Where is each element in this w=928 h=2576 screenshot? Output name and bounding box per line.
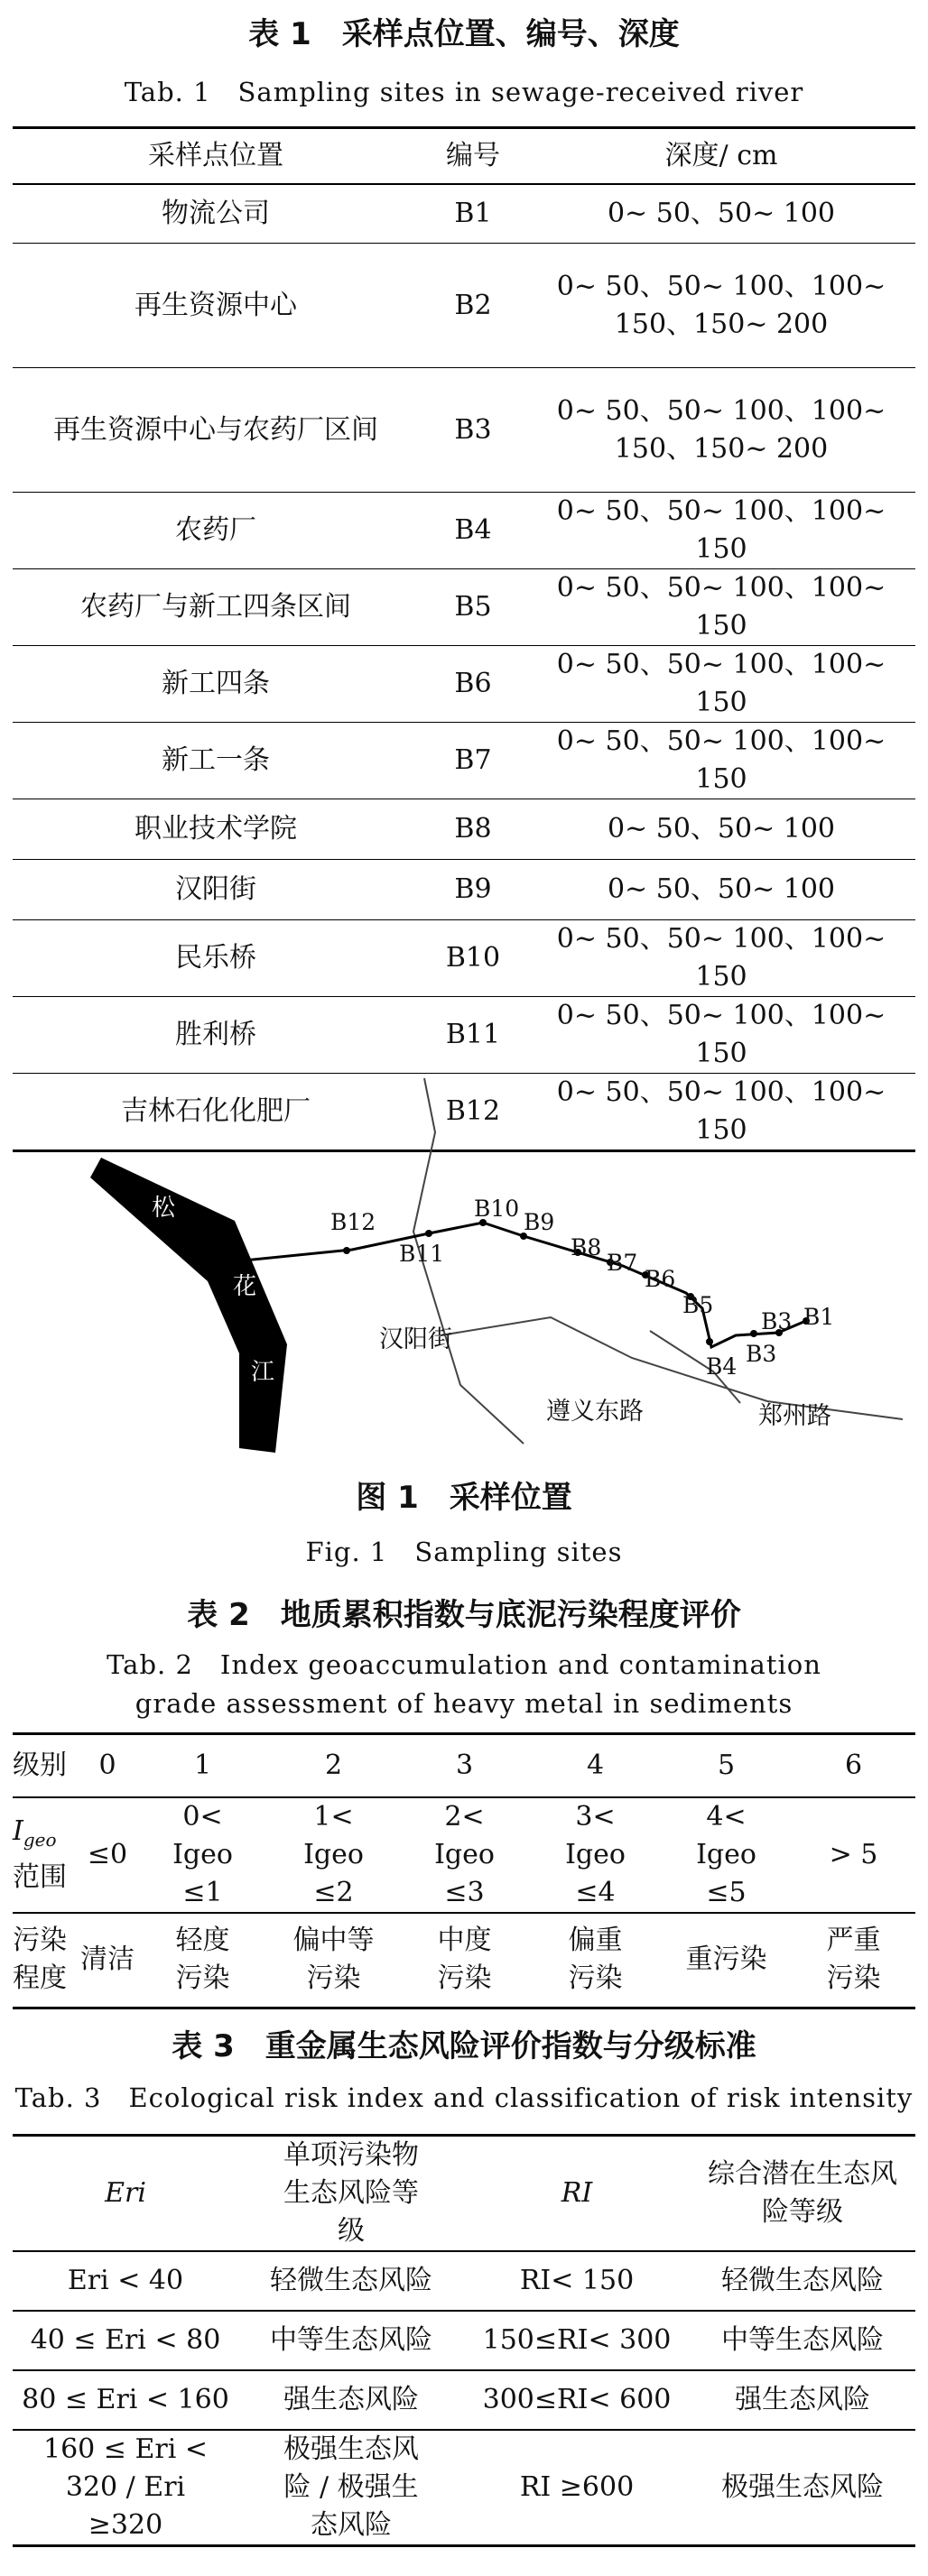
- site-label-b9: B9: [524, 1209, 555, 1235]
- table-row: [13, 920, 915, 997]
- level-cell: 5: [661, 1734, 792, 1797]
- location-cell: 农药厂与新工四条区间: [13, 569, 419, 646]
- site-label-b10: B10: [474, 1196, 520, 1222]
- range-label-sub: geo: [23, 1829, 57, 1851]
- site-label-b3-lower: B3: [746, 1341, 777, 1367]
- depth-cell: 0~ 50、50~ 100、100~ 150: [527, 646, 915, 723]
- location-cell: 新工四条: [13, 646, 419, 723]
- id-cell: B12: [445, 1095, 501, 1127]
- degree-cell: 轻度污染: [175, 1925, 230, 1995]
- ri-level-cell: 轻微生态风险: [690, 2251, 915, 2311]
- site-label-b4: B4: [706, 1353, 738, 1380]
- depth-cell: 0~ 50、50~ 100: [527, 860, 915, 920]
- street-label-zunyi: 遵义东路: [546, 1398, 644, 1426]
- location-cell: 吉林石化化肥厂: [121, 1095, 311, 1127]
- level-cell: 3: [399, 1734, 530, 1797]
- table2-title-en-1: Tab. 2 Index geoaccumulation and contamination: [107, 1649, 821, 1680]
- table3-header-er-level: 单项污染物生态风险等级: [238, 2136, 464, 2252]
- depth-cell: 0~ 50、50~ 100、100~ 150、150~ 200: [527, 368, 915, 493]
- id-cell: B3: [419, 368, 527, 493]
- street-label-hanyang: 汉阳街: [379, 1325, 452, 1353]
- location-cell: 新工一条: [13, 723, 419, 799]
- range-label-i: I: [13, 1815, 23, 1847]
- table1-title-cn: 表 1 采样点位置、编号、深度: [248, 16, 680, 52]
- depth-cell: 0~ 50、50~ 100: [527, 799, 915, 860]
- river-songhua: [90, 1158, 287, 1453]
- table1-header-id: 编号: [419, 128, 527, 184]
- range-label-cn: 范围: [13, 1861, 67, 1893]
- degree-cell: 重污染: [685, 1944, 767, 1976]
- ri-level-cell: 极强生态风险: [721, 2471, 884, 2503]
- depth-cell: 0~ 50、50~ 100、100~ 150: [527, 723, 915, 799]
- location-cell: 民乐桥: [13, 920, 419, 997]
- river-label-3: 江: [251, 1359, 275, 1386]
- table-row: [13, 1734, 915, 1797]
- range-cell: 0< Igeo ≤1: [137, 1797, 268, 1913]
- id-cell: B6: [419, 646, 527, 723]
- site-point-b12: [343, 1247, 350, 1254]
- id-cell: B11: [419, 997, 527, 1074]
- table-row: [13, 646, 915, 723]
- location-cell: 职业技术学院: [13, 799, 419, 860]
- table-row: [13, 493, 915, 569]
- location-cell: 汉阳街: [13, 860, 419, 920]
- degree-cell: 偏中等污染: [292, 1925, 375, 1995]
- degree-cell: 中度污染: [437, 1925, 492, 1995]
- id-cell: B7: [419, 723, 527, 799]
- table3-title-cn: 表 3 重金属生态风险评价指数与分级标准: [172, 2028, 756, 2064]
- level-label: 级别: [13, 1734, 78, 1797]
- range-label-symbol: [13, 1813, 78, 1859]
- er-level-cell: 极强生态风险 / 极强生态风险: [283, 2433, 419, 2541]
- level-cell: 4: [530, 1734, 661, 1797]
- table3-header-ri: RI: [464, 2136, 690, 2252]
- depth-cell: 0~ 50、50~ 100: [527, 184, 915, 244]
- ri-cell: RI< 150: [464, 2251, 690, 2311]
- table-row: [13, 1913, 915, 2008]
- table-row: [13, 2311, 915, 2370]
- location-cell: 再生资源中心与农药厂区间: [13, 368, 419, 493]
- id-cell: B10: [419, 920, 527, 997]
- id-cell: B1: [419, 184, 527, 244]
- location-cell: 农药厂: [13, 493, 419, 569]
- range-cell: ≤0: [78, 1797, 137, 1913]
- er-level-cell: 强生态风险: [238, 2370, 464, 2430]
- depth-cell: 0~ 50、50~ 100、100~ 150: [527, 493, 915, 569]
- table3-header-er: Eri: [13, 2136, 238, 2252]
- location-cell: 物流公司: [13, 184, 419, 244]
- er-cell: 80 ≤ Eri < 160: [13, 2370, 238, 2430]
- site-label-b6: B6: [645, 1266, 676, 1292]
- table1-header-depth: 深度/ cm: [527, 128, 915, 184]
- ri-cell: RI ≥600: [519, 2471, 635, 2503]
- table-row: [13, 2251, 915, 2311]
- er-cell: 40 ≤ Eri < 80: [13, 2311, 238, 2370]
- degree-cell: 偏重污染: [568, 1925, 623, 1995]
- road-line: [441, 1317, 903, 1419]
- site-label-b7: B7: [607, 1250, 638, 1276]
- table2: [13, 1732, 915, 2009]
- location-cell: 胜利桥: [13, 997, 419, 1074]
- id-cell: B4: [419, 493, 527, 569]
- table-row: [13, 184, 915, 244]
- table1: [13, 126, 915, 1152]
- er-level-cell: 中等生态风险: [238, 2311, 464, 2370]
- degree-cell: 清洁: [80, 1944, 135, 1976]
- id-cell: B5: [419, 569, 527, 646]
- id-cell: B9: [419, 860, 527, 920]
- site-label-b12: B12: [330, 1209, 376, 1235]
- table-row: [13, 569, 915, 646]
- site-label-b11: B11: [399, 1241, 445, 1267]
- depth-cell: 0~ 50、50~ 100、100~ 150: [527, 569, 915, 646]
- street-label-zhengzhou: 郑州路: [758, 1402, 831, 1430]
- depth-cell: 0~ 50、50~ 100、100~ 150: [556, 1076, 886, 1146]
- site-point-b11: [425, 1230, 432, 1237]
- degree-cell: 严重污染: [826, 1925, 881, 1995]
- range-cell: 3< Igeo ≤4: [530, 1797, 661, 1913]
- degree-label: 污染程度: [13, 1925, 67, 1995]
- table3-title-en: Tab. 3 Ecological risk index and classification of risk intensity: [14, 2082, 914, 2113]
- table2-title-cn: 表 2 地质累积指数与底泥污染程度评价: [187, 1597, 741, 1633]
- site-label-b8: B8: [571, 1234, 602, 1260]
- level-cell: 6: [792, 1734, 915, 1797]
- table-row: [13, 2370, 915, 2430]
- table-row: [13, 244, 915, 368]
- ri-cell: 300≤RI< 600: [464, 2370, 690, 2430]
- id-cell: B8: [419, 799, 527, 860]
- er-cell: 160 ≤ Eri < 320 / Eri ≥320: [43, 2433, 208, 2541]
- depth-cell: 0~ 50、50~ 100、100~ 150: [527, 997, 915, 1074]
- table-row: [13, 368, 915, 493]
- site-label-b1: B1: [803, 1304, 835, 1330]
- table3: [13, 2134, 915, 2547]
- er-level-cell: 轻微生态风险: [238, 2251, 464, 2311]
- table1-header-location: 采样点位置: [13, 128, 419, 184]
- table-row: [13, 723, 915, 799]
- table-row: [13, 799, 915, 860]
- table-row: [13, 2430, 915, 2546]
- figure1-caption-en: Fig. 1 Sampling sites: [305, 1537, 623, 1567]
- location-cell: 再生资源中心: [13, 244, 419, 368]
- range-cell: > 5: [792, 1797, 915, 1913]
- er-cell: Eri < 40: [13, 2251, 238, 2311]
- table-row: [13, 860, 915, 920]
- site-label-b3-upper: B3: [761, 1308, 793, 1334]
- range-cell: 2< Igeo ≤3: [399, 1797, 530, 1913]
- depth-cell: 0~ 50、50~ 100、100~ 150、150~ 200: [527, 244, 915, 368]
- site-point-b4: [706, 1338, 713, 1345]
- table1-title-en: Tab. 1 Sampling sites in sewage-received river: [124, 77, 804, 107]
- level-cell: 0: [78, 1734, 137, 1797]
- range-cell: 4< Igeo ≤5: [661, 1797, 792, 1913]
- table-row: [13, 1797, 915, 1913]
- ri-cell: 150≤RI< 300: [464, 2311, 690, 2370]
- site-label-b5: B5: [682, 1292, 714, 1318]
- range-cell: 1< Igeo ≤2: [268, 1797, 399, 1913]
- table3-header-ri-level: 综合潜在生态风险等级: [690, 2136, 915, 2252]
- river-label-2: 花: [233, 1273, 257, 1300]
- figure1-caption-cn: 图 1 采样位置: [356, 1480, 572, 1516]
- table2-title-en-2: grade assessment of heavy metal in sediments: [135, 1688, 793, 1719]
- range-label: [13, 1797, 78, 1913]
- river-label-1: 松: [152, 1195, 176, 1222]
- sewage-river-line: [217, 1223, 808, 1347]
- level-cell: 2: [268, 1734, 399, 1797]
- site-point-b3: [750, 1330, 757, 1337]
- ri-level-cell: 强生态风险: [690, 2370, 915, 2430]
- depth-cell: 0~ 50、50~ 100、100~ 150: [527, 920, 915, 997]
- id-cell: B2: [419, 244, 527, 368]
- level-cell: 1: [137, 1734, 268, 1797]
- ri-level-cell: 中等生态风险: [690, 2311, 915, 2370]
